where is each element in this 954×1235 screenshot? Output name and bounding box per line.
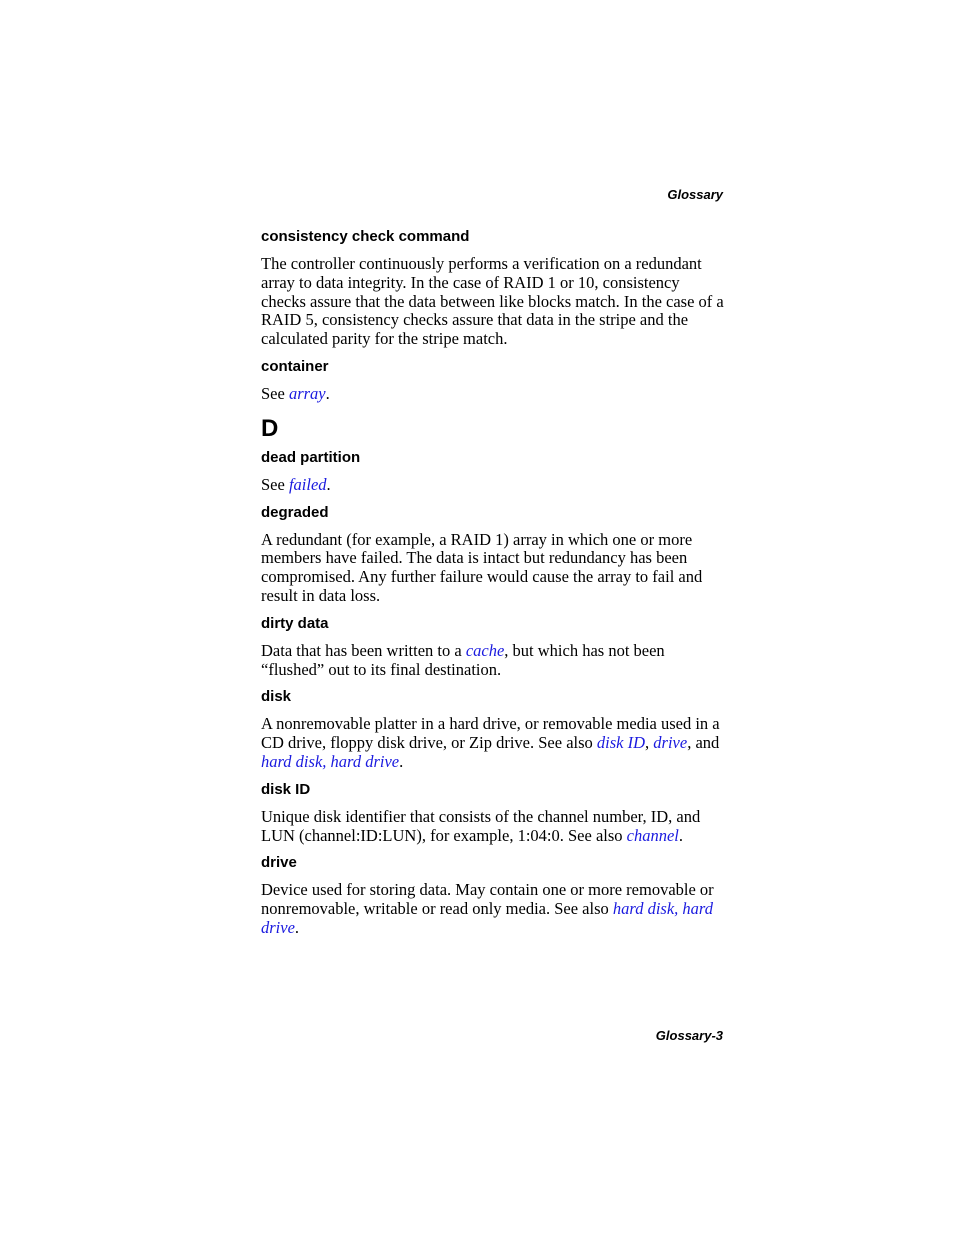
link-drive[interactable]: drive [653,733,688,753]
punctuation: . [678,825,684,845]
term-drive: drive [261,854,297,872]
definition-disk [261,715,725,771]
running-header: Glossary [667,187,723,202]
definition-container [261,385,725,404]
link-hard-disk[interactable]: hard disk, hard drive [261,899,713,937]
see-text: See [261,474,289,494]
definition-consistency-check-command: The controller continuously performs a verification on a redundant array to data integrity. In the case of RAID 1 or 10, consistency checks assure that the data between like blocks match. In the case of a RAID 5, consistency checks assure that data in the stripe and the calculated parity for the stripe match. [261,254,724,349]
punctuation: . [325,383,330,403]
link-hard-disk[interactable]: hard disk, hard drive [261,751,400,771]
link-disk-id[interactable]: disk ID [596,733,646,753]
definition-dirty-data [261,642,725,680]
punctuation: , [645,733,654,753]
definition-text: Data that has been written to a [261,640,466,660]
definition-disk-id [261,808,725,846]
definition-drive [261,881,725,937]
term-disk-id: disk ID [261,780,311,798]
definition-degraded: A redundant (for example, a RAID 1) array in which one or more members have failed. The data is intact but redundancy has been compromised. Any further failure would cause the array to fail and result in data loss. [261,529,703,605]
see-text: See [261,383,289,403]
definition-dead-partition [261,476,725,495]
section-letter: D [261,414,279,442]
definition-text: Device used for storing data. May contain one or more removable or nonremovable, writable or read only media. See also [261,880,714,919]
term-dead-partition: dead partition [261,448,361,466]
definition-text: , and [687,733,720,753]
term-container: container [261,357,329,375]
term-degraded: degraded [261,503,329,521]
punctuation: . [326,474,331,494]
punctuation: . [294,917,300,937]
link-failed[interactable]: failed [288,474,327,494]
term-consistency-check-command: consistency check command [261,228,470,245]
term-disk: disk [261,688,292,706]
glossary-content [261,227,725,946]
page-number-footer: Glossary-3 [655,1028,723,1043]
definition-text: , but which has not been “flushed” out to its final destination. [261,640,665,679]
definition-text: A nonremovable platter in a hard drive, or removable media used in a CD drive, floppy disk drive, or Zip drive. See also [261,714,720,753]
link-channel[interactable]: channel [626,825,679,845]
definition-text: Unique disk identifier that consists of the channel number, ID, and LUN (channel:ID:LUN), for example, 1:04:0. See also [261,806,701,845]
link-array[interactable]: array [288,383,326,403]
link-cache[interactable]: cache [465,640,505,660]
term-dirty-data: dirty data [261,614,329,632]
punctuation: . [399,751,404,771]
